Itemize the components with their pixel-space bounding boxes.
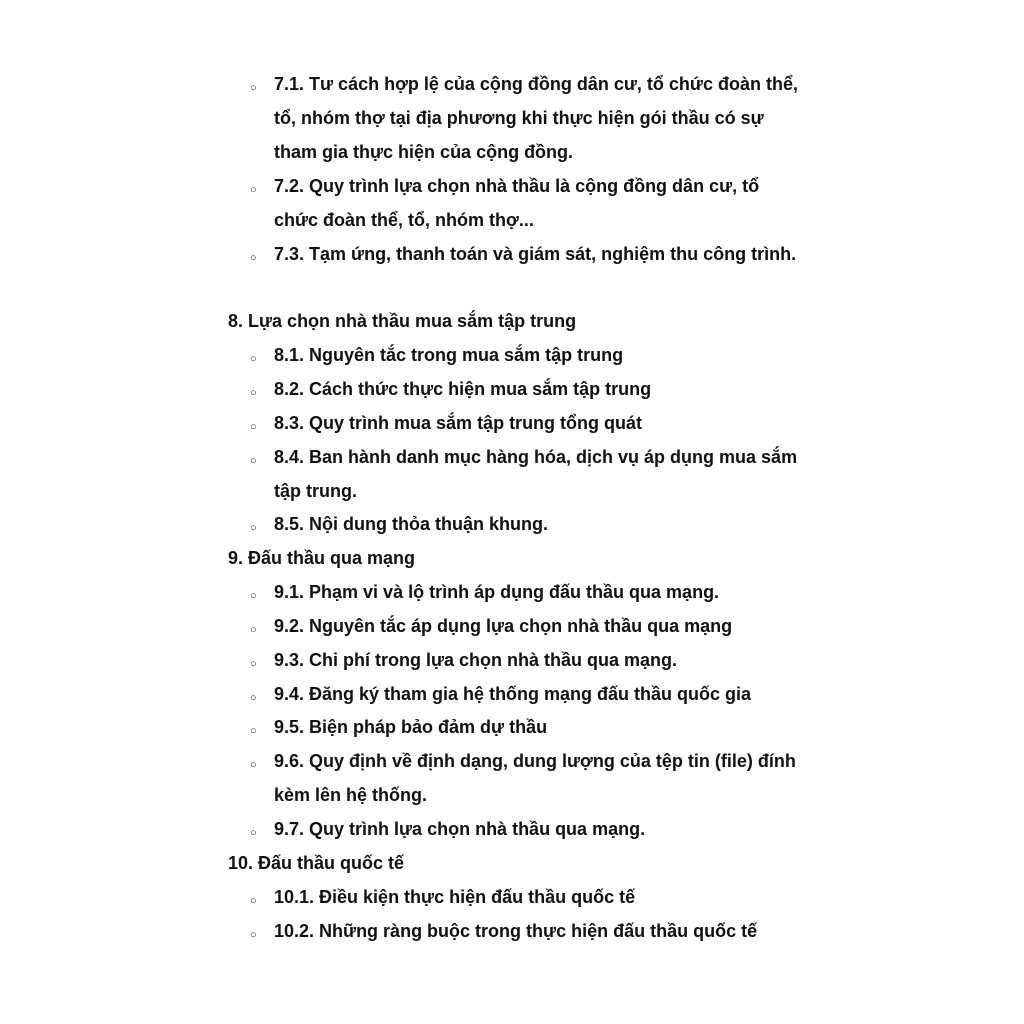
bullet-icon: ○ <box>250 252 257 264</box>
bullet-icon: ○ <box>250 184 257 196</box>
bullet-icon: ○ <box>250 929 257 941</box>
bullet-icon: ○ <box>250 692 257 704</box>
section-heading: 10. Đấu thầu quốc tế <box>228 853 405 873</box>
list-item-text: 7.3. Tạm ứng, thanh toán và giám sát, nghiệm thu công trình. <box>274 244 797 264</box>
bullet-icon: ○ <box>250 624 257 636</box>
section-heading: 8. Lựa chọn nhà thầu mua sắm tập trung <box>228 311 577 331</box>
list-item-text: 8.1. Nguyên tắc trong mua sắm tập trung <box>274 345 624 365</box>
list-item-text: 8.4. Ban hành danh mục hàng hóa, dịch vụ áp dụng mua sắm tập trung. <box>274 447 798 501</box>
list-item-text: 9.2. Nguyên tắc áp dụng lựa chọn nhà thầu qua mạng <box>274 616 733 636</box>
list-item-text: 7.2. Quy trình lựa chọn nhà thầu là cộng đồng dân cư, tổ chức đoàn thể, tổ, nhóm thợ... <box>274 176 760 230</box>
list-item-text: 10.2. Những ràng buộc trong thực hiện đấu thầu quốc tế <box>274 921 758 941</box>
bullet-icon: ○ <box>250 82 257 94</box>
list-item-text: 8.2. Cách thức thực hiện mua sắm tập trung <box>274 379 652 399</box>
section-heading: 9. Đấu thầu qua mạng <box>228 548 416 568</box>
bullet-icon: ○ <box>250 658 257 670</box>
list-item-text: 9.4. Đăng ký tham gia hệ thống mạng đấu thầu quốc gia <box>274 684 752 704</box>
list-item-text: 9.3. Chi phí trong lựa chọn nhà thầu qua mạng. <box>274 650 678 670</box>
list-item-text: 10.1. Điều kiện thực hiện đấu thầu quốc tế <box>274 887 636 907</box>
bullet-icon: ○ <box>250 421 257 433</box>
list-item-text: 9.7. Quy trình lựa chọn nhà thầu qua mạng. <box>274 819 646 839</box>
bullet-icon: ○ <box>250 353 257 365</box>
list-item-text: 7.1. Tư cách hợp lệ của cộng đồng dân cư, tổ chức đoàn thể, tổ, nhóm thợ tại địa phương khi thực hiện gói thầu có sự tham gia thực hiện của cộng đồng. <box>274 74 798 162</box>
list-item-text: 9.6. Quy định về định dạng, dung lượng của tệp tin (file) đính kèm lên hệ thống. <box>274 751 796 805</box>
bullet-icon: ○ <box>250 895 257 907</box>
list-item-text: 9.1. Phạm vi và lộ trình áp dụng đấu thầu qua mạng. <box>274 582 720 602</box>
list-item-text: 8.3. Quy trình mua sắm tập trung tổng quát <box>274 413 643 433</box>
list-item-text: 9.5. Biện pháp bảo đảm dự thầu <box>274 717 548 737</box>
bullet-icon: ○ <box>250 827 257 839</box>
bullet-icon: ○ <box>250 522 257 534</box>
bullet-icon: ○ <box>250 759 257 771</box>
bullet-icon: ○ <box>250 725 257 737</box>
bullet-icon: ○ <box>250 455 257 467</box>
list-item-text: 8.5. Nội dung thỏa thuận khung. <box>274 514 548 534</box>
bullet-icon: ○ <box>250 590 257 602</box>
bullet-icon: ○ <box>250 387 257 399</box>
